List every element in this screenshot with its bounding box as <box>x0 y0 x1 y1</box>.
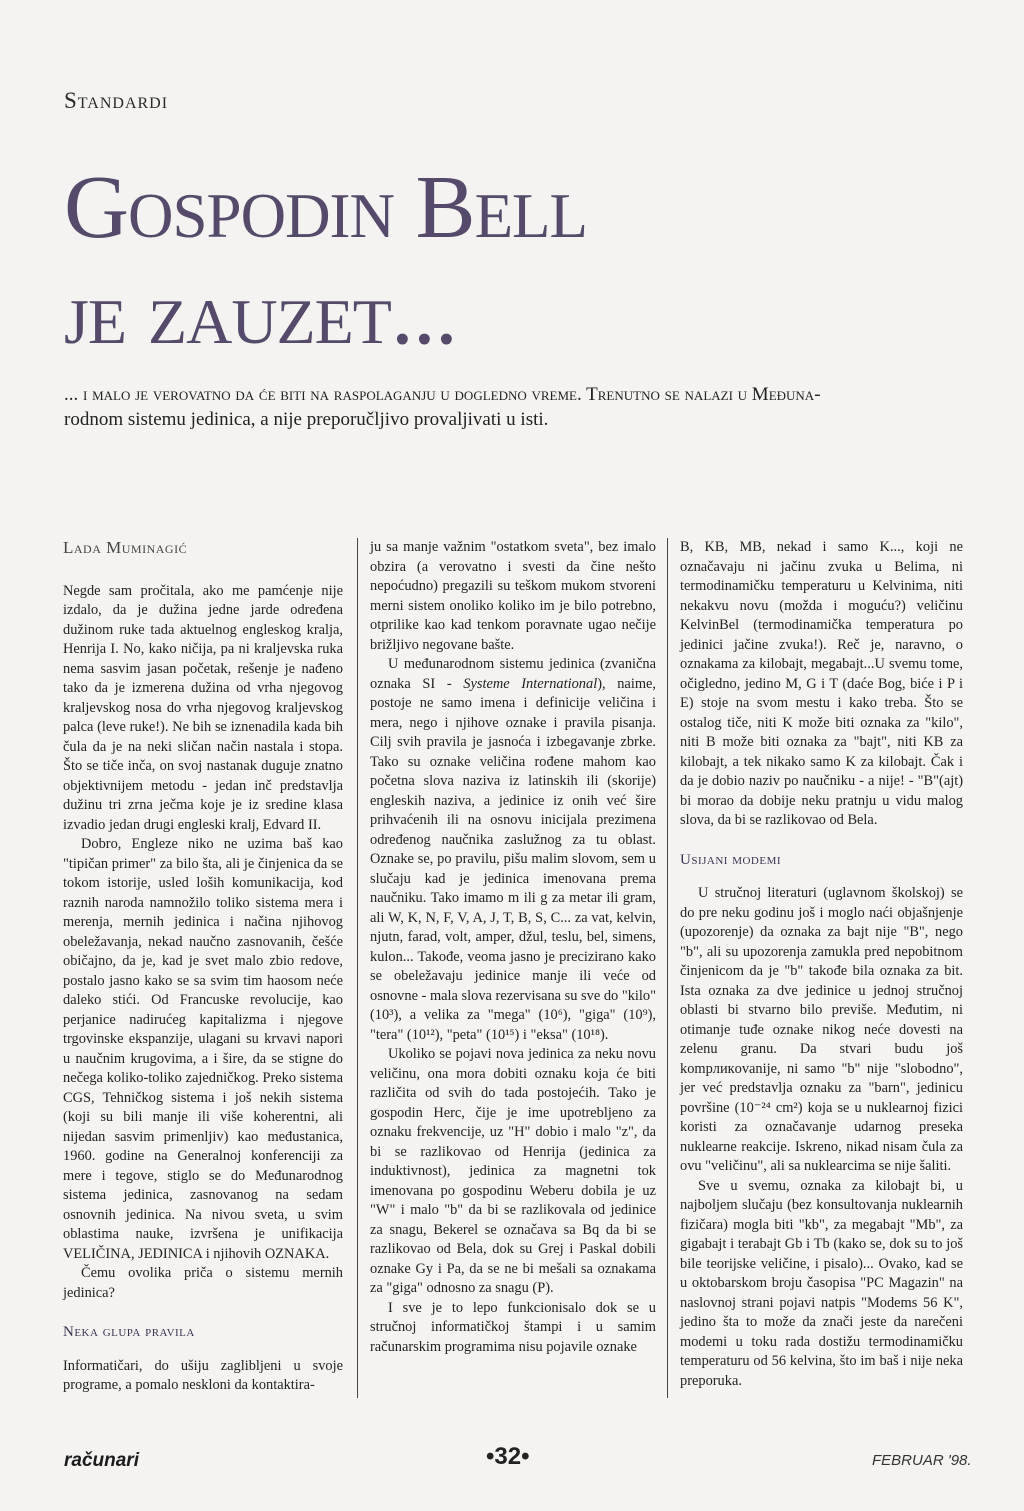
col2-paragraph-4: I sve je to lepo funkcionisalo dok se u stručnoj informatičkoj štampi i u samim računarskim programima nisu pojavile oznake <box>370 1299 656 1355</box>
col3-paragraph-1: B, KB, MB, nekad i samo K..., koji ne označavaju ni jačinu zvuka u Belima, ni termodinamičku temperaturu u Kelvinima, niti nekakvu novu (možda i moguću?) veličinu KelvinBel (termodinamička temperatura po jedinici jačine zvuka!). Reč je, naravno, o oznakama za kilobajt, megabajt...U svemu tome, očigledno, jedino M, G i T (daće Bog, biće i P i E) stoje na svom mestu i kako treba. Što se ostalog tiče, niti K može biti oznaka za "kilo", niti B može biti oznaka za "bajt", niti KB za kilobajt, a tek nikako samo K za kilobajt. Čak i da je dobio naziv po naučniku - a nije! - "B"(ajt) bi morao da dobije neku pratnju u vidu malog slova, da bi se razlikovao od Bela. <box>680 539 963 828</box>
col1-paragraph-2: Dobro, Engleze niko ne uzima baš kao "tipičan primer" za bilo šta, ali je činjenica da se tokom istorije, usled loših komunikacija, kod raznih naroda namnožilo toliko sistema mera i merenja, mernih jedinica i načina njihovog obeležavanja, nekad naučno zasnovanih, češće običajno, da je, kad je svet malo zbio redove, postalo jasno kako se sa svim tim haosom neće daleko stići. Od Francuske revolucije, kao perjanice nadirućeg kapitalizma i njegove trgovinske ekspanzije, ulagani su krvavi napori u naučnim krugovima, a i šire, da se stigne do nečega koliko-toliko zajedničkog. Preko sistema CGS, Tehničkog sistema i još nekih sistema (koji su bili manje ili više koherentni, ali nijedan sasvim primenljiv) kao međustanica, 1960. godine na Generalnoj konferenciji za mere i tegove, stiglo se do Međunarodnog sistema jedinica, zasnovanog na sedam osnovnih jedinica. Na nivou sveta, u svim oblastima nauke, izvršena je unifikacija VELIČINA, JEDINICA i njihovih OZNAKA. <box>63 836 343 1262</box>
page-number: •32• <box>486 1443 530 1470</box>
col2-paragraph-1: ju sa manje važnim "ostatkom sveta", bez imalo obzira (a verovatno i svesti da čine nešto nepoćudno) pregazili su teškom mukom stvoreni merni sistem onoliko koliko im je bilo potrebno, otprilike kao kad tenkom poravnate ugao nečije brižljivo negovane bašte. <box>370 539 656 653</box>
column-2 <box>370 538 656 1357</box>
magazine-name: računari <box>64 1450 139 1471</box>
title-line-1: Gospodin Bell <box>64 158 588 257</box>
col2-paragraph-2 <box>370 655 656 1045</box>
column-3 <box>680 538 963 1391</box>
col2-paragraph-3: Ukoliko se pojavi nova jedinica za neku novu veličinu, ona mora dobiti oznaku koja će biti različita od svih do tada postojećih. Tako je gospodin Herc, čije je ime upotrebljeno za oznaku frekvencije, uz "H" dobio i malo "z", da bi se razlikovao od Henrija (jedinica za induktivnost), jedinica za magnetni tok imenovana po gospodinu Weberu dobila je uz "W" i malo "b" da bi se razlikovala od jedinice za snagu, Bekerel se označava sa Bq da bi se razlikovao od Bela, dok su Grej i Paskal dobili oznake Gy i Pa, da se ne bi mešali sa oznakama za "giga" odnosno za snagu (P). <box>370 1046 656 1296</box>
column-divider <box>357 538 358 1398</box>
subheading-usijani-modemi: Usijani modemi <box>680 851 782 868</box>
lead-rest: rodnom sistemu jedinica, a nije preporučljivo provaljivati u isti. <box>64 409 549 430</box>
col1-paragraph-4: Informatičari, do ušiju zaglibljeni u svoje programe, a pomalo neskloni da kontaktira- <box>63 1357 343 1393</box>
col1-paragraph-3: Čemu ovolika priča o sistemu mernih jedinica? <box>63 1265 343 1301</box>
column-1 <box>63 538 343 1396</box>
section-label: Standardi <box>64 88 169 113</box>
column-divider <box>667 538 668 1398</box>
subheading-neka-glupa-pravila: Neka glupa pravila <box>63 1324 195 1340</box>
lead-paragraph <box>64 382 944 432</box>
col2-p2-part-a: U međunarodnom sistemu jedinica (zvanična oznaka SI - <box>370 656 656 692</box>
lead-small-caps: ... i malo je verovatno da će biti na raspolaganju u dogledno vreme. Trenutno se nalazi u Međuna- <box>64 384 821 405</box>
col1-paragraph-1: Negde sam pročitala, ako me pamćenje nije izdalo, da je dužina jedne jarde određena dužinom ruke tada aktuelnog engleskog kralja, Henrija I. No, kako ničija, pa ni kraljevska ruka nema sasvim jasan početak, rešenje je nađeno tako da je izmerena dužina od vrha njegovog kraljevskog nosa do vrha njegovog kraljevskog palca (leve ruke!). Ne bih se iznenadila kada bih čula da je na neki sličan način nastala i stopa. Što se tiče inča, on svoj nastanak duguje znatno objektivnijem metodu - jedan inč predstavlja dužinu tri zrna ječma koje je iz sredine klasa izvadio jedan drugi engleski kralj, Edvard II. <box>63 582 343 833</box>
col2-p2-part-b: ), naime, postoje ne samo imena i definicije veličina i mera, nego i njihove oznake i pravila pisanja. Cilj svih pravila je jasnoća i izbegavanje zbrke. Tako su oznake veličina rođene mahom kao početna slova naziva iz latinskih ili (skorije) engleskih naziva, a jedinice iz onih već šire prihvaćenih ili na osnovu inicijala prezimena određenog naučnika zaslužnog za tu oblast. Oznake se, po pravilu, pišu malim slovom, sem u slučaju kad je jedinica imenovana prema naučniku. Tako imamo m ili g za metar ili gram, ali W, K, N, F, V, A, J, T, B, S, C... za vat, kelvin, njutn, farad, volt, amper, džul, teslu, bel, simens, kulon... Takođe, veoma jasno je precizirano kako se obeležavaju jedinice manje ili veće od osnovne - mala slova rezervisana su sve do "kilo" (10³), a velika za "mega" (10⁶), "giga" (10⁹), "tera" (10¹²), "peta" (10¹⁵) i "eksa" (10¹⁸). <box>370 675 656 1043</box>
col3-paragraph-2: U stručnoj literaturi (uglavnom školskoj) se do pre neku godinu još i moglo naći objašnjenje (upozorenje) da oznaka za bajt nije "B", nego "b", ali su upozorenja zamukla pred nepobitnom činjenicom da je "b" takođe bila oznaka za bit. Ista oznaka za dve jedinice u jednoj stručnoj oblasti bi stvarno bilo previše. Međutim, ni otimanje tuđe oznake nikog neće dovesti na zelenu granu. Da stvari budu još kompликovanije, ni samo "b" nije "slobodno", jer već predstavlja oznaku za "barn", jedinicu površine (10⁻²⁴ cm²) koja se u nuklearnoj fizici koristi za označavanje udarnog preseka nuklearne reakcije. Iskreno, nikad nisam čula za ovu "veličinu", ali sa nuklearcima se nije šaliti. <box>680 885 963 1174</box>
title-line-2: je zauzet... <box>64 261 457 363</box>
issue-date: FEBRUAR '98. <box>872 1452 972 1469</box>
author-name: Lada Muminagić <box>63 538 188 557</box>
col2-p2-italic: Systeme International <box>463 675 598 692</box>
col3-paragraph-3: Sve u svemu, oznaka za kilobajt bi, u najboljem slučaju (bez konsultovanja nuklearnih fizičara) mogla biti "kb", za megabajt "Mb", za gigabajt i terabajt Gb i Tb (kako se, dok su to još bile teorijske veličine, i pisalo)... Ovako, kad se u oktobarskom broju časopisa "PC Magazin" na naslovnoj strani pojavi natpis "Modems 56 K", jedino šta to može da znači jeste da narečeni modemi u toku rada dostižu termodinamičku temperaturu od 56 kelvina, što im baš i nije neka preporuka. <box>680 1177 963 1389</box>
article-title <box>64 156 784 364</box>
